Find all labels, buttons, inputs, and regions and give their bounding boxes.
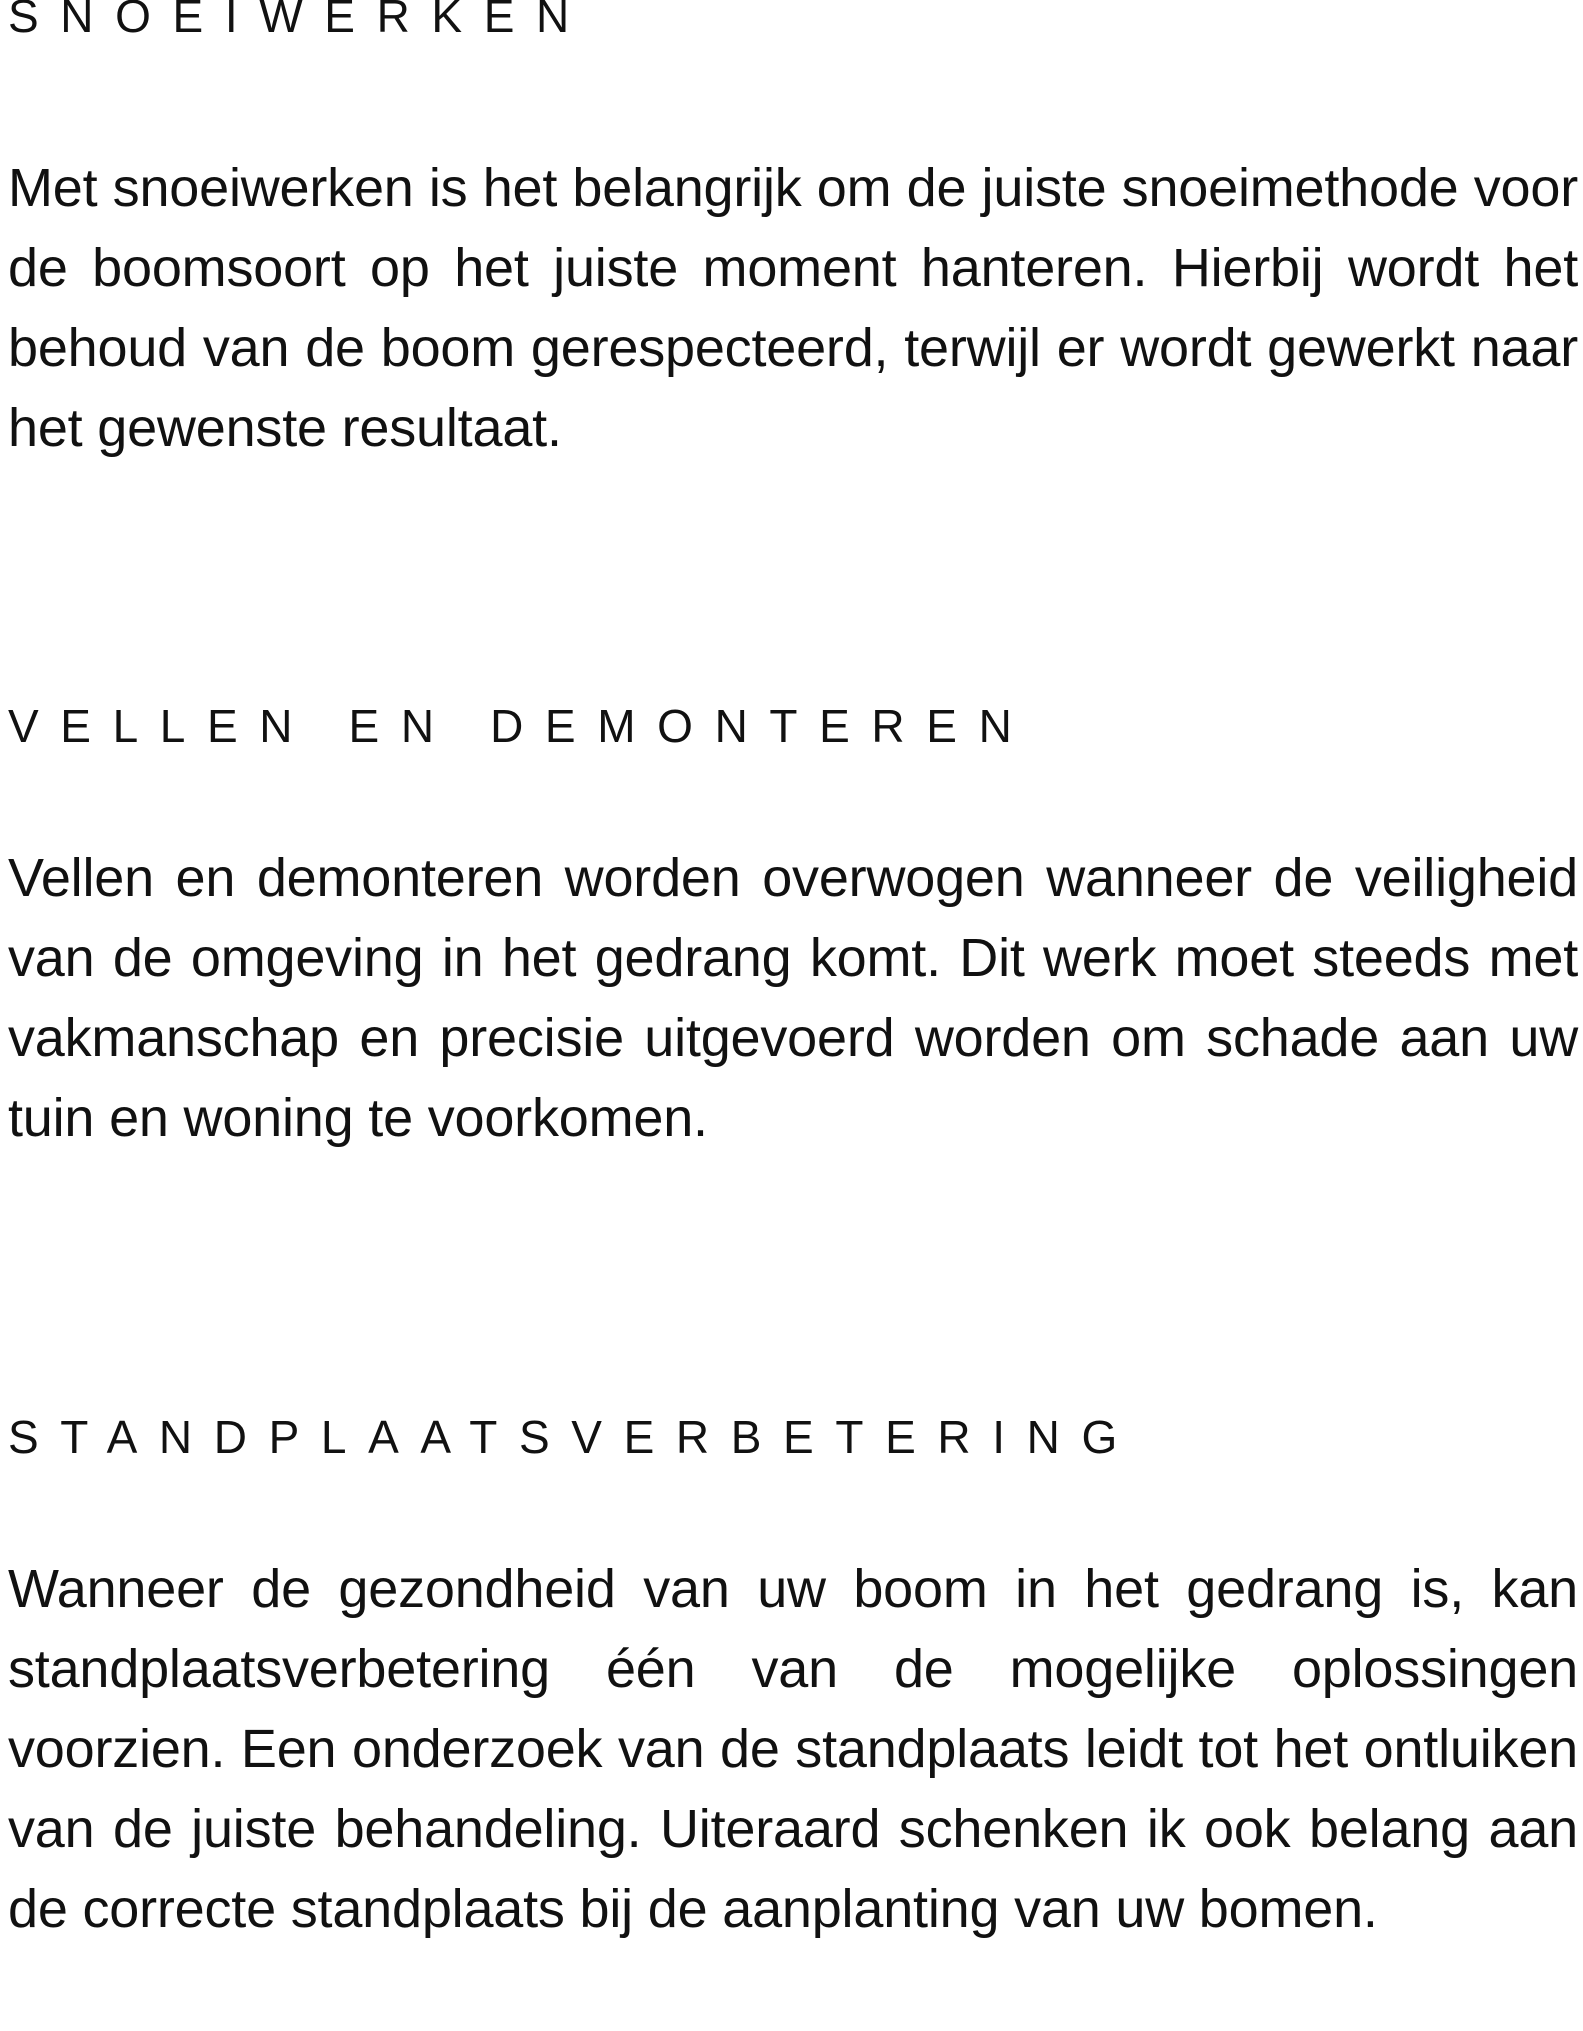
section-heading: SNOEIWERKEN: [8, 0, 591, 42]
section-body: Vellen en demonteren worden overwogen wanneer de veiligheid van de omgeving in het gedrang komt. Dit werk moet steeds met vakmanschap en precisie uitgevoerd worden om schade aan uw tuin en woning te voorkomen.: [8, 848, 1578, 1148]
section-snoeiwerken: [8, 0, 1578, 468]
section-body: Wanneer de gezondheid van uw boom in het gedrang is, kan standplaatsverbetering één van de mogelijke oplossingen voorzien. Een onderzoek van de standplaats leidt tot het ontluiken van de juiste behandeling. Uiteraard schenken ik ook belang aan de correcte standplaats bij de aanplanting van uw bomen.: [8, 1559, 1578, 1939]
section-body: Met snoeiwerken is het belangrijk om de juiste snoeimethode voor de boomsoort op het juiste moment hanteren. Hierbij wordt het behoud van de boom gerespecteerd, terwijl er wordt gewerkt naar het gewenste resultaat.: [8, 158, 1578, 458]
section-heading: VELLEN EN DEMONTEREN: [8, 700, 1034, 752]
section-heading: STANDPLAATSVERBETERING: [8, 1411, 1139, 1463]
section-standplaatsverbetering: [8, 1407, 1578, 1949]
section-vellen-en-demonteren: [8, 696, 1578, 1158]
